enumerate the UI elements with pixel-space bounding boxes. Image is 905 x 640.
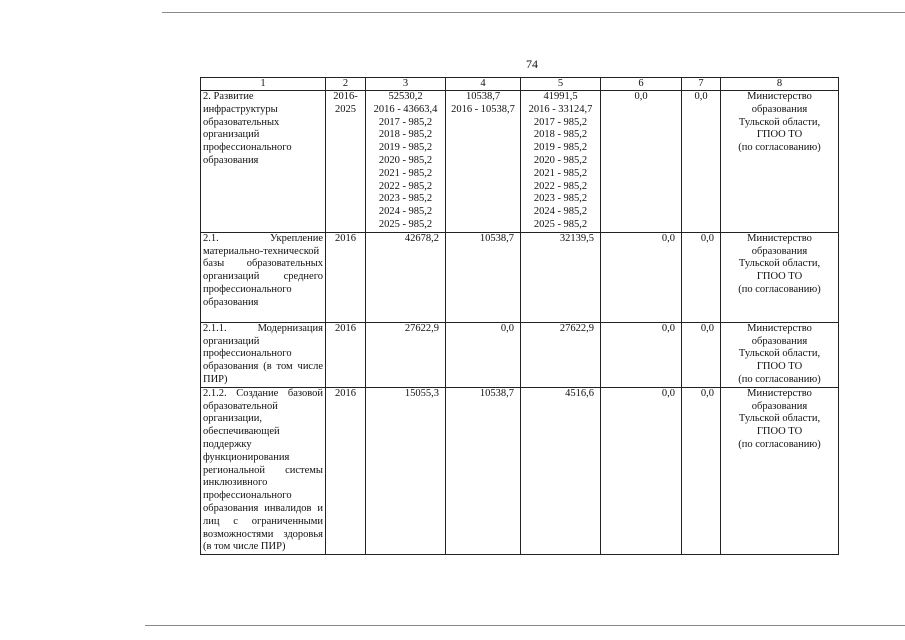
table-row bbox=[201, 232, 839, 322]
column-header: 2 bbox=[326, 78, 366, 91]
local-cell: 0,0 bbox=[601, 232, 682, 322]
years-cell: 2016- 2025 bbox=[326, 91, 366, 233]
total-cell: 42678,2 bbox=[366, 232, 446, 322]
local-cell: 0,0 bbox=[601, 322, 682, 387]
regional-cell: 4516,6 bbox=[521, 387, 601, 554]
executor-cell: Министерство образования Тульской области, ГПОО ТО (по согласованию) bbox=[721, 91, 839, 233]
page-number: 74 bbox=[526, 57, 538, 71]
total-cell: 52530,2 2016 - 43663,4 2017 - 985,2 2018 - 985,2 2019 - 985,2 2020 - 985,2 2021 - 985,2 2022 - 985,2 2023 - 985,2 2024 - 985,2 2025 - 985,2 bbox=[366, 91, 446, 233]
column-header: 5 bbox=[521, 78, 601, 91]
other-cell: 0,0 bbox=[682, 322, 721, 387]
bottom-scan-rule bbox=[145, 625, 905, 626]
header-row bbox=[201, 78, 839, 91]
federal-cell: 10538,7 2016 - 10538,7 bbox=[446, 91, 521, 233]
table-row bbox=[201, 91, 839, 233]
executor-cell: Министерство образования Тульской области, ГПОО ТО (по согласованию) bbox=[721, 387, 839, 554]
program-table bbox=[200, 77, 839, 555]
regional-cell: 27622,9 bbox=[521, 322, 601, 387]
measure-name: 2.1.1. Модернизация организаций профессионального образования (в том числе ПИР) bbox=[201, 322, 326, 387]
regional-cell: 32139,5 bbox=[521, 232, 601, 322]
measure-name: 2.1. Укрепление материально-технической базы образовательных организаций среднего профессионального образования bbox=[201, 232, 326, 322]
federal-cell: 10538,7 bbox=[446, 232, 521, 322]
total-cell: 15055,3 bbox=[366, 387, 446, 554]
column-header: 6 bbox=[601, 78, 682, 91]
total-cell: 27622,9 bbox=[366, 322, 446, 387]
regional-cell: 41991,5 2016 - 33124,7 2017 - 985,2 2018 - 985,2 2019 - 985,2 2020 - 985,2 2021 - 985,2 2022 - 985,2 2023 - 985,2 2024 - 985,2 2025 - 985,2 bbox=[521, 91, 601, 233]
column-header: 4 bbox=[446, 78, 521, 91]
years-cell: 2016 bbox=[326, 322, 366, 387]
executor-cell: Министерство образования Тульской области, ГПОО ТО (по согласованию) bbox=[721, 322, 839, 387]
local-cell: 0,0 bbox=[601, 387, 682, 554]
column-header: 3 bbox=[366, 78, 446, 91]
column-header: 1 bbox=[201, 78, 326, 91]
table-row bbox=[201, 322, 839, 387]
federal-cell: 0,0 bbox=[446, 322, 521, 387]
other-cell: 0,0 bbox=[682, 387, 721, 554]
table-row bbox=[201, 387, 839, 554]
column-header: 8 bbox=[721, 78, 839, 91]
measure-name: 2. Развитие инфраструктуры образовательных организаций профессионального образования bbox=[201, 91, 326, 233]
years-cell: 2016 bbox=[326, 387, 366, 554]
column-header: 7 bbox=[682, 78, 721, 91]
local-cell: 0,0 bbox=[601, 91, 682, 233]
other-cell: 0,0 bbox=[682, 91, 721, 233]
other-cell: 0,0 bbox=[682, 232, 721, 322]
federal-cell: 10538,7 bbox=[446, 387, 521, 554]
top-scan-rule bbox=[162, 12, 905, 13]
measure-name: 2.1.2. Создание базовой образовательной организации, обеспечивающей поддержку функционирования региональной системы инклюзивного профессионального образования инвалидов и лиц с ограниченными возможностями здоровья (в том числе ПИР) bbox=[201, 387, 326, 554]
executor-cell: Министерство образования Тульской области, ГПОО ТО (по согласованию) bbox=[721, 232, 839, 322]
years-cell: 2016 bbox=[326, 232, 366, 322]
